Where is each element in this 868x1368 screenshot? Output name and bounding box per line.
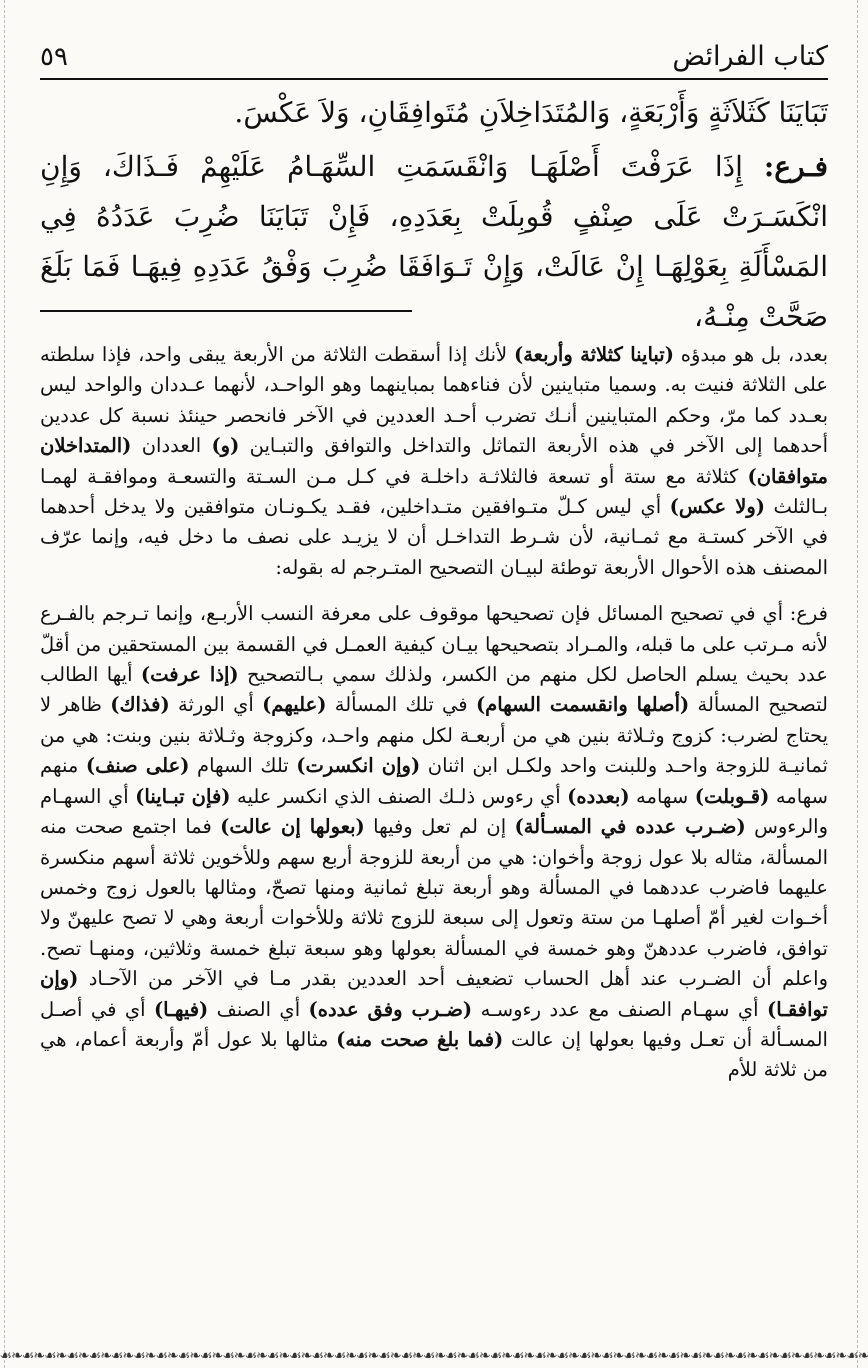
main-text-body: إِذَا عَرَفْتَ أَصْلَهَـا وَانْقَسَمَتِ السِّهَـامُ عَلَيْهِمْ فَـذَاكَ، وَإِنِ انْكَسَـرَتْ عَلَى صِنْفٍ قُوبِلَتْ بِعَدَدِهِ، فَإِنْ تَبَايَنَا ضُرِبَ عَدَدُهُ فِي المَسْأَلَةِ بِعَوْلِهَـا إِنْ عَالَتْ، وَإِنْ تَـوَافَقَا ضُرِبَ وَفْقُ عَدَدِهِ فِيهَـا فَمَا بَلَغَ صَحَّتْ مِنْـهُ، — [40, 150, 828, 333]
commentary-text: بعدد، بل هو مبدؤه — [673, 343, 828, 366]
quoted-matn-phrase: (على صنف) — [85, 754, 190, 778]
commentary-text: أي الصنف — [208, 997, 309, 1021]
commentary-text: إن لم تعل وفيها — [364, 815, 515, 839]
main-text-line: تَبَايَنَا كَثَلاَثَةٍ وَأَرْبَعَةٍ، وَالمُتَدَاخِلاَنِ مُتَوافِقَانِ، وَلاَ عَكْسَ. — [234, 96, 828, 129]
commentary-text: في تلك المسألة — [326, 693, 476, 717]
quoted-matn-phrase: (المتداخلان متوافقان) — [40, 434, 828, 488]
commentary-text: أي رءوس ذلـك الصنف الذي انكسر عليه — [230, 784, 568, 808]
quoted-matn-phrase: (وإن توافقـا) — [40, 967, 828, 1021]
quoted-matn-phrase: (تباينا كثلاثة وأربعة) — [513, 343, 674, 366]
quoted-matn-phrase: (فيهـا) — [153, 997, 209, 1021]
page-header — [40, 34, 828, 80]
separator-rule — [40, 310, 412, 312]
quoted-matn-phrase: (أصلها وانقسمت السهام) — [475, 693, 690, 717]
commentary-text: أي السهـام والرءوس — [40, 784, 828, 839]
page-number: ٥٩ — [40, 42, 68, 72]
commentary-text: أي سهـام الصنف مع عدد رءوسـه — [472, 997, 767, 1021]
footer-ornament: ☙❧☙❧☙❧☙❧☙❧☙❧☙❧☙❧☙❧☙❧☙❧☙❧☙❧☙❧☙❧☙❧☙❧☙❧☙❧☙❧☙❧☙❧☙❧☙❧☙❧☙❧☙❧☙❧☙❧☙❧☙❧☙❧☙❧☙❧☙❧☙❧☙❧☙❧☙❧ — [0, 1348, 868, 1364]
commentary-text: أي ليس كـلّ متـوافقين متـداخلين، فقـد يكـونـان متوافقين ولا يدخل أحدهما في الآخر كستـة مع ثمـانية، لأن شـرط التداخـل أن لا يزيـد على نصف ما دخل فيه، وإنما عرّف المصنف هذه الأحوال الأربعة توطئة لبيـان التصحيح المتـرجم له بقوله: — [40, 495, 828, 579]
quoted-matn-phrase: (بعدده) — [567, 784, 630, 808]
commentary-text: منهم سهامه — [40, 754, 828, 808]
quoted-matn-phrase: (فإن تبـاينا) — [135, 784, 231, 808]
quoted-matn-phrase: (و) — [211, 434, 240, 458]
quoted-matn-phrase: (فما بلغ صحت منه) — [336, 1027, 504, 1051]
quoted-matn-phrase: (ضـرب عدده في المسـألة) — [514, 815, 746, 839]
quoted-matn-phrase: (فذاك) — [110, 693, 170, 717]
right-border-ornament — [857, 0, 864, 1368]
commentary-text: أيها الطالب لتصحيح المسألة — [40, 663, 828, 717]
quoted-matn-phrase: (ولا عكس) — [669, 495, 765, 519]
commentary-text: مثالها بلا عول أمّ وأربعة أعمام، هي من ثلاثة للأم — [40, 1027, 828, 1082]
left-border-ornament — [4, 0, 11, 1368]
quoted-matn-phrase: (قـوبلت) — [694, 784, 770, 808]
main-text — [40, 88, 828, 346]
commentary-text: لأنك إذا أسقطت الثلاثة من الأربعة يبقى واحد، فإذا سلطته على الثلاثة فنيت به. وسميا متباينين لأن فناءهما بمباينهما وهو الواحـد، لأنهما عـددان والواحد ليس بعـدد كما مرّ، وحكم المتباينين أنـك تضرب أحـد العددين في الآخر فانحصر حينئذ نسبة كل عددين أحدهما إلى الآخر في هذه الأربعة التماثل والتداخل والتوافق والتبـاين — [40, 343, 828, 458]
commentary — [40, 340, 828, 1102]
commentary-paragraph — [40, 340, 828, 583]
commentary-text: ظاهر لا يحتاج لضرب: كزوج وثـلاثة بنين هي من أربعـة لكل منهم واحـد، وكزوجة وثـلاثة بنين وبنت: هي من ثمانيـة للزوجة واحـد وللبنت واحد ولكـل ابن اثنان — [40, 693, 828, 778]
quoted-matn-phrase: (إذا عرفت) — [140, 663, 239, 687]
commentary-paragraph — [40, 599, 828, 1086]
running-title: كتاب الفرائض — [672, 41, 828, 72]
commentary-text: سهامه — [629, 784, 695, 808]
commentary-text: أي في أصـل المسـألة أن تعـل وفيها بعولها إن عالت — [40, 997, 828, 1051]
quoted-matn-phrase: (ضـرب وفق عدده) — [308, 997, 473, 1021]
quoted-matn-phrase: (عليهم) — [262, 693, 327, 717]
commentary-text: تلك السهام — [189, 754, 297, 778]
main-text-paragraph — [40, 142, 828, 342]
commentary-text: أي الورثة — [169, 693, 263, 717]
section-lead: فـرع: — [763, 150, 828, 183]
commentary-text: كثلاثة مع ستة أو تسعة فالثلاثـة داخلـة في كـل مـن السـتة والتسعـة وموافقـة لهمـا بـالثلث — [40, 464, 828, 519]
commentary-text: العددان — [131, 434, 212, 458]
quoted-matn-phrase: (بعولها إن عالت) — [220, 815, 365, 839]
commentary-text: فما اجتمع صحت منه المسألة، مثاله بلا عول زوجة وأخوان: هي من أربعة للزوجة أربع سهم وللأخوين ثلاثة أسهم منكسرة عليهما فاضرب عددهما في المسألة وهو أربعة تبلغ ثمانية ومنها تصحّ، ومثالها بالعول زوج وخمس أخـوات لغير أمّ أصلهـا من ستة وتعول إلى سبعة للزوج ثلاثة وللأخوات أربعة وهي لا تصح عليهنّ ولا توافق، فاضرب عددهنّ وهو خمسة في المسألة بعولها وهو سبعة تبلغ خمسة وثلاثين، ومنهـا تصح. واعلم أن الضـرب عند أهل الحساب تضعيف أحد العددين بقدر مـا في الآخر من الآحـاد — [40, 815, 828, 991]
commentary-text: فرع: أي في تصحيح المسائل فإن تصحيحها موقوف على معرفة النسب الأربـع، وإنما تـرجم بالفـرع لأنه مـرتب على ما قبله، والمـراد بتصحيحها بيـان كيفية العمـل في القسمة بين المستحقين من أقلّ عدد بحيث يسلم الحاصل لكل منهم من الكسر، ولذلك سمي بـالتصحيح — [40, 602, 829, 687]
quoted-matn-phrase: (وإن انكسرت) — [296, 754, 421, 778]
